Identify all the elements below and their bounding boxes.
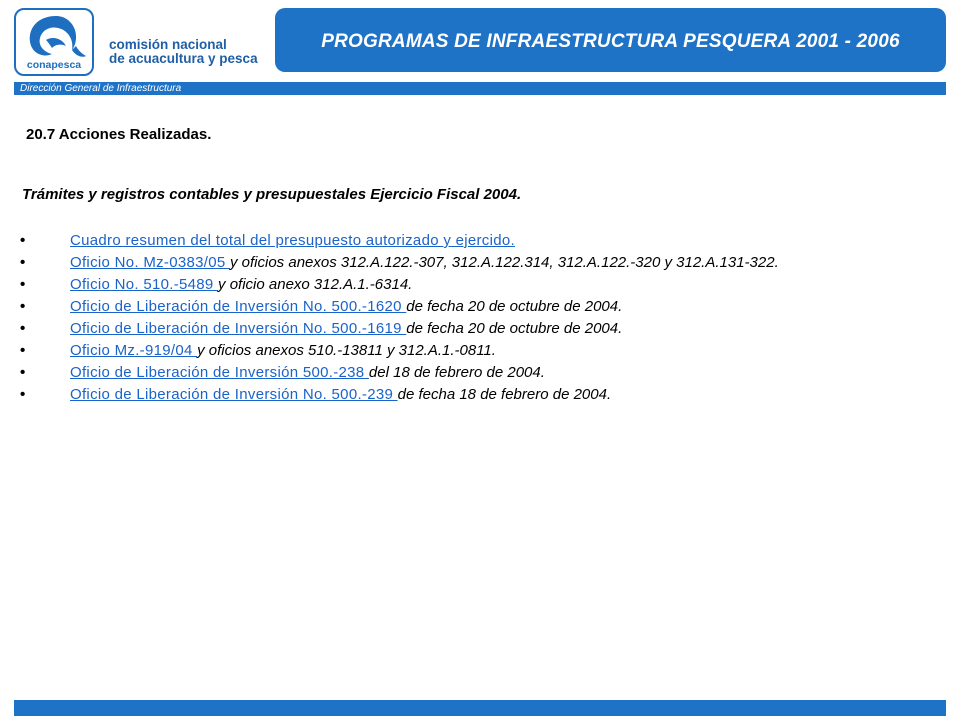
document-link[interactable]: Oficio No. 510.-5489 — [70, 276, 219, 293]
item-text: de fecha 18 de febrero de 2004. — [397, 386, 612, 403]
logo-wordmark: conapesca — [26, 59, 82, 71]
item-text: del 18 de febrero de 2004. — [368, 364, 545, 381]
bullet: • — [20, 298, 26, 315]
list-item — [20, 362, 940, 384]
section-heading: 20.7 Acciones Realizadas. — [26, 126, 212, 143]
footer-bar — [14, 700, 946, 716]
list-item — [20, 296, 940, 318]
item-text: y oficio anexo 312.A.1.-6314. — [218, 276, 413, 293]
bullet: • — [20, 254, 26, 271]
conapesca-logo — [14, 8, 94, 76]
document-link[interactable]: Oficio de Liberación de Inversión No. 500.-1619 — [70, 320, 407, 337]
list-item — [20, 274, 940, 296]
bullet: • — [20, 342, 26, 359]
document-link[interactable]: Cuadro resumen del total del presupuesto autorizado y ejercido. — [70, 232, 515, 249]
bullet: • — [20, 364, 26, 381]
bullet: • — [20, 232, 26, 249]
actions-list — [20, 230, 940, 406]
department-name: Dirección General de Infraestructura — [20, 83, 182, 94]
list-item — [20, 318, 940, 340]
org-name-line1: comisión nacional — [109, 37, 227, 52]
title-banner — [275, 8, 946, 72]
list-item — [20, 252, 940, 274]
bullet: • — [20, 276, 26, 293]
document-link[interactable]: Oficio de Liberación de Inversión No. 500.-239 — [70, 386, 398, 403]
list-item — [20, 230, 940, 252]
bullet: • — [20, 320, 26, 337]
item-text: y oficios anexos 312.A.122.-307, 312.A.122.314, 312.A.122.-320 y 312.A.131-322. — [230, 254, 779, 271]
subtitle-bar — [14, 82, 946, 95]
organization-name — [109, 38, 258, 66]
document-link[interactable]: Oficio de Liberación de Inversión 500.-238 — [70, 364, 369, 381]
item-text: de fecha 20 de octubre de 2004. — [406, 320, 623, 337]
org-name-line2: de acuacultura y pesca — [109, 51, 258, 66]
list-item — [20, 384, 940, 406]
document-link[interactable]: Oficio de Liberación de Inversión No. 500.-1620 — [70, 298, 407, 315]
item-text: y oficios anexos 510.-13811 y 312.A.1.-0811. — [197, 342, 496, 359]
list-item — [20, 340, 940, 362]
document-link[interactable]: Oficio Mz.-919/04 — [70, 342, 198, 359]
subheading: Trámites y registros contables y presupuestales Ejercicio Fiscal 2004. — [22, 186, 522, 203]
bullet: • — [20, 386, 26, 403]
page-title: PROGRAMAS DE INFRAESTRUCTURA PESQUERA 2001 - 2006 — [321, 31, 900, 52]
item-text: de fecha 20 de octubre de 2004. — [406, 298, 623, 315]
document-link[interactable]: Oficio No. Mz-0383/05 — [70, 254, 230, 271]
